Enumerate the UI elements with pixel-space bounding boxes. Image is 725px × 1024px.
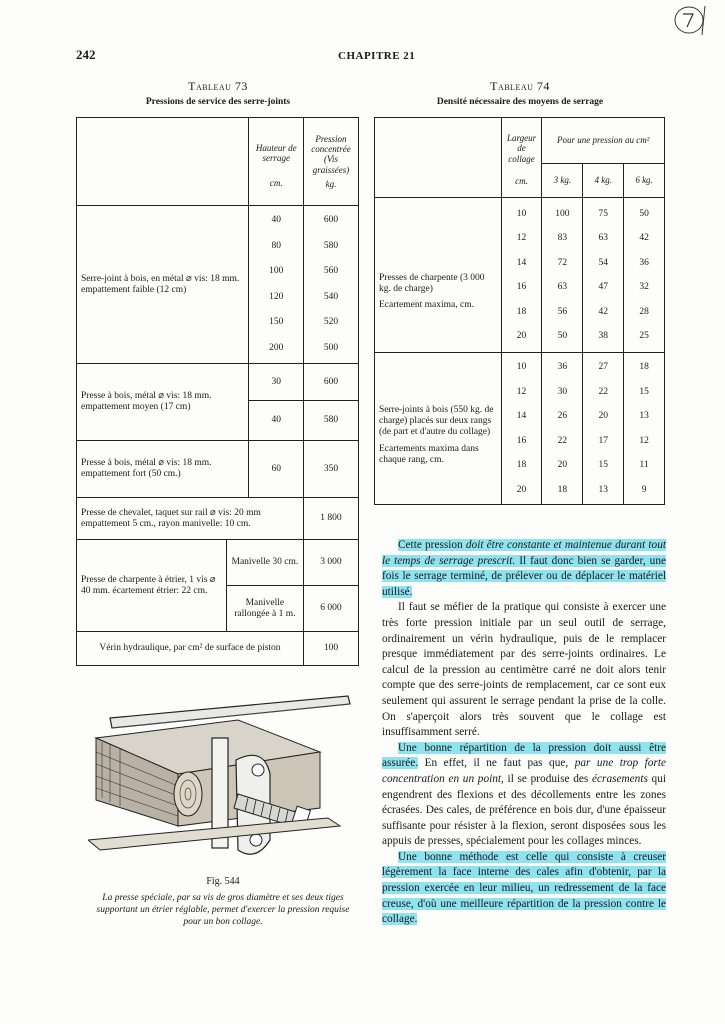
table74-col-3kg: 36 30 26 22 20 18: [542, 353, 583, 505]
table73-height-cell: 60: [249, 441, 303, 498]
table74-caption: Tableau 74: [490, 79, 550, 93]
table73-sub-label: Manivelle rallongée à 1 m.: [226, 586, 303, 632]
paragraph: Il faut se méfier de la pratique qui consiste à exercer une très forte pression initiale par un seul outil de serrage, ordinairement un vérin hydraulique, puis de le remplacer presque immédiatement par des serre-joints ordinaires. Le calcul de la pression au centimètre carré ne doit alors tenir compte que des serre-joints de remplacement, car ce sont eux seulement qui assurent le serrage pendant la prise de la colle. On s'aperçoit alors très souvent que le collage est insuffisamment serré.: [382, 601, 666, 739]
table74-widths: 10 12 14 16 18 20: [501, 353, 542, 505]
handwritten-page-mark: [672, 3, 710, 37]
highlight-span: Cette pression doit être constante et maintenue durant tout le temps de serrage prescrit. Il faut donc bien se garder, une fois le serrage terminé, de prélever ou de déplacer le matériel utilisé.: [382, 539, 666, 598]
table74-group-desc: Serre-joints à bois (550 kg. de charge) placés sur deux rangs (de part et d'autre du collage) Ecartements maxima dans chaque rang, cm.: [375, 353, 502, 505]
table73-sub-label: Manivelle 30 cm.: [226, 540, 303, 586]
table74-header-blank: [375, 118, 502, 198]
table73-pressure-cell: 6 000: [303, 586, 358, 632]
table74-pressure-header: 4 kg.: [583, 164, 624, 198]
paragraph: Une bonne répartition de la pression doit aussi être assurée. En effet, il ne faut pas que, par une trop forte concentration en un point, il se produise des écrasements qui engendrent des flexions et des décollements entre les zones écrasées. Des cales, de préférence en bois dur, d'une épaisseur suffisante pour résister à la flexion, seront disposées sous les appuis de presses, spécialement pour les collages minces.: [382, 741, 666, 848]
table73-row-desc: Presse à bois, métal ⌀ vis: 18 mm. empattement moyen (17 cm): [77, 364, 249, 441]
table73-pressure-cell: 580: [303, 401, 358, 441]
table73: [76, 117, 359, 666]
body-text: [382, 538, 666, 928]
table74-col-4kg: 27 22 20 17 15 13: [583, 353, 624, 505]
table74-col-6kg: 50 42 36 32 28 25: [624, 198, 665, 353]
table73-col-pressure: Pression concentrée (Vis graissées) kg.: [303, 118, 358, 206]
table73-pressure-cell: 350: [303, 441, 358, 498]
table73-header-blank: [77, 118, 249, 206]
table73-col-height: Hauteur de serrage cm.: [249, 118, 303, 206]
table73-pressure-cell: 3 000: [303, 540, 358, 586]
table74-col-pressure: Pour une pression au cm²: [542, 118, 665, 164]
figure-caption: La presse spéciale, par sa vis de gros diamètre et ses deux tiges supportant un étrier réglable, permet d'exercer la pression requise pour un bon collage.: [96, 893, 350, 927]
highlight-span: Une bonne méthode est celle qui consiste à creuser légèrement la face interne des cales afin d'obtenir, par la pression exercée en leur milieu, un redressement de la face creuse, d'où une meilleure répartition de la pression contre le collage.: [382, 850, 666, 926]
figure-label: Fig. 544: [206, 876, 240, 887]
table74-widths: 10 12 14 16 18 20: [501, 198, 542, 353]
table74-pressure-header: 3 kg.: [542, 164, 583, 198]
page-number: 242: [76, 47, 96, 62]
table73-row-desc: Vérin hydraulique, par cm² de surface de piston: [77, 632, 304, 666]
table74-pressure-header: 6 kg.: [624, 164, 665, 198]
table74-col-3kg: 100 83 72 63 56 50: [542, 198, 583, 353]
table74: [374, 117, 665, 505]
clamp-illustration: [88, 690, 358, 870]
table74-subtitle: Densité nécessaire des moyens de serrage: [436, 97, 604, 107]
table73-height-cell: 40: [249, 401, 303, 441]
table74-col-4kg: 75 63 54 47 42 38: [583, 198, 624, 353]
table73-row-desc: Presse de charpente à étrier, 1 vis ⌀ 40 mm. écartement étrier: 22 cm.: [77, 540, 227, 632]
table74-col-6kg: 18 15 13 12 11 9: [624, 353, 665, 505]
table73-pressures: 600 580 560 540 520 500: [303, 206, 358, 364]
table73-subtitle: Pressions de service des serre-joints: [145, 97, 291, 107]
table73-pressure-cell: 100: [303, 632, 358, 666]
table73-heights: 40 80 100 120 150 200: [249, 206, 303, 364]
chapter-title: CHAPITRE 21: [338, 50, 416, 62]
table74-group-desc: Presses de charpente (3 000 kg. de charge) Ecartement maxima, cm.: [375, 198, 502, 353]
table74-col-width: Largeur de collage cm.: [501, 118, 542, 198]
table73-pressure-cell: 600: [303, 364, 358, 401]
table73-height-cell: 30: [249, 364, 303, 401]
table73-row-desc: Presse de chevalet, taquet sur rail ⌀ vis: 20 mm empattement 5 cm., rayon manivelle: 10 cm.: [77, 498, 304, 540]
table73-pressure-cell: 1 800: [303, 498, 358, 540]
table73-caption: Tableau 73: [188, 79, 248, 93]
highlight-span: Une bonne répartition de la pression doit aussi être assurée.: [382, 741, 666, 770]
paragraph: [382, 538, 666, 600]
table73-row-desc: Serre-joint à bois, en métal ⌀ vis: 18 mm. empattement faible (12 cm): [77, 206, 249, 364]
table73-row-desc: Presse à bois, métal ⌀ vis: 18 mm. empattement fort (50 cm.): [77, 441, 249, 498]
paragraph: [382, 850, 666, 928]
